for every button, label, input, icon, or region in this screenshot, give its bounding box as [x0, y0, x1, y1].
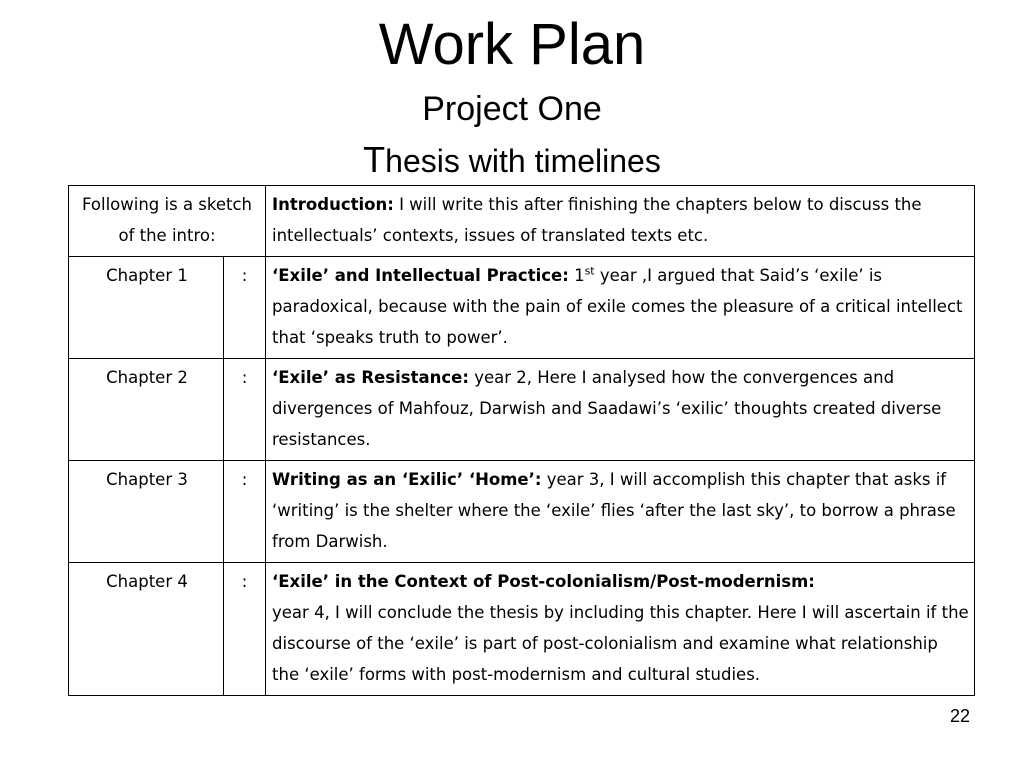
chapter-text: year 4, I will conclude the thesis by including this chapter. Here I will ascertain if the discourse of the ‘exile’ is part of post-colonialism and examine what relationship the ‘exile’ forms with post-modernism and cultural studies. — [272, 603, 969, 684]
page-number: 22 — [949, 706, 970, 726]
subtitle-rest: hesis with timelines — [385, 143, 661, 179]
chapter-year-superscript: st — [584, 264, 595, 278]
intro-description — [266, 186, 975, 257]
work-plan-table — [68, 185, 975, 696]
table-row-chapter-4 — [69, 563, 975, 696]
subtitle-initial-letter: T — [363, 139, 386, 180]
slide-subtitle: Project One — [422, 90, 602, 128]
chapter-colon: : — [224, 563, 266, 696]
table-row-chapter-3 — [69, 461, 975, 563]
chapter-year-number: 1 — [568, 266, 585, 285]
chapter-description — [266, 257, 975, 359]
chapter-description — [266, 461, 975, 563]
chapter-heading: Writing as an ‘Exilic’ ‘Home’: — [272, 470, 542, 489]
chapter-label: Chapter 2 — [69, 359, 224, 461]
table-row-chapter-1 — [69, 257, 975, 359]
chapter-description — [266, 563, 975, 696]
intro-label: Following is a sketch of the intro: — [69, 186, 266, 257]
chapter-heading: ‘Exile’ in the Context of Post-colonialism/Post-modernism: — [272, 572, 815, 591]
chapter-label: Chapter 3 — [69, 461, 224, 563]
chapter-text: year 2, Here I analysed how the convergences and divergences of Mahfouz, Darwish and Saadawi’s ‘exilic’ thoughts created diverse resistances. — [272, 368, 942, 449]
chapter-colon: : — [224, 461, 266, 563]
intro-heading: Introduction: — [272, 195, 394, 214]
chapter-label: Chapter 1 — [69, 257, 224, 359]
chapter-heading: ‘Exile’ as Resistance: — [272, 368, 469, 387]
table-row-intro — [69, 186, 975, 257]
chapter-colon: : — [224, 257, 266, 359]
chapter-text: year 3, I will accomplish this chapter that asks if ‘writing’ is the shelter where the ‘exile’ flies ‘after the last sky’, to borrow a phrase from Darwish. — [272, 470, 956, 551]
chapter-description — [266, 359, 975, 461]
slide-subtitle-thesis — [0, 138, 1024, 183]
intro-text: I will write this after finishing the chapters below to discuss the intellectuals’ contexts, issues of translated texts etc. — [272, 195, 922, 245]
table-row-chapter-2 — [69, 359, 975, 461]
slide-title: Work Plan — [378, 12, 646, 77]
chapter-label: Chapter 4 — [69, 563, 224, 696]
chapter-colon: : — [224, 359, 266, 461]
chapter-text: year ,I argued that Said’s ‘exile’ is paradoxical, because with the pain of exile comes the pleasure of a critical intellect that ‘speaks truth to power’. — [272, 266, 963, 347]
chapter-heading: ‘Exile’ and Intellectual Practice: — [272, 266, 569, 285]
